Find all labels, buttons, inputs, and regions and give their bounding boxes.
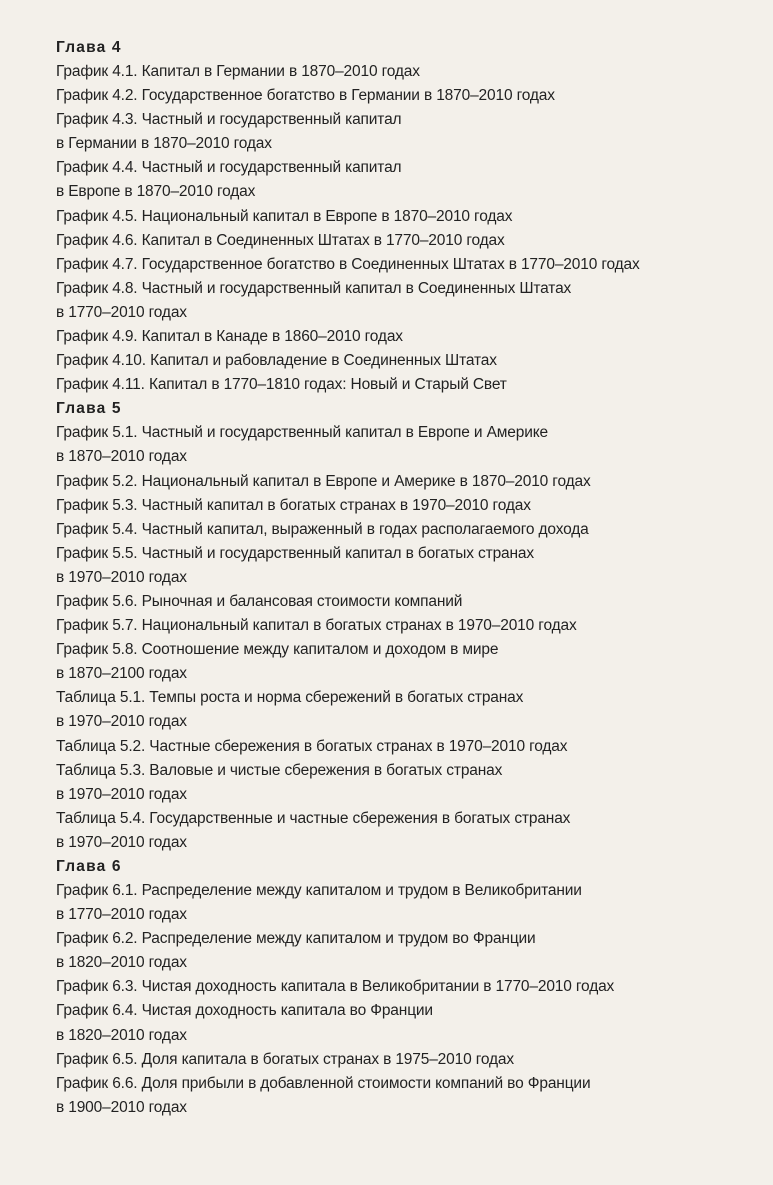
chapter-section	[56, 397, 756, 855]
figure-list-line: График 5.1. Частный и государственный капитал в Европе и Америке	[56, 424, 549, 442]
figure-list-line: График 5.5. Частный и государственный капитал в богатых странах	[56, 544, 534, 562]
figure-list-line: График 4.3. Частный и государственный капитал	[56, 111, 402, 129]
figure-list-line: График 6.1. Распределение между капиталом и трудом в Великобритании	[56, 882, 582, 899]
figure-list-line: График 4.2. Государственное богатство в Германии в 1870–2010 годах	[56, 87, 555, 105]
figure-list-line: в 1970–2010 годах	[56, 833, 187, 851]
chapter-heading: Глава 5	[56, 400, 122, 418]
figure-list-line: График 4.1. Капитал в Германии в 1870–2010 годах	[56, 63, 420, 80]
figure-list-line: График 5.8. Соотношение между капиталом и доходом в мире	[56, 641, 499, 659]
figure-list-line: Таблица 5.2. Частные сбережения в богатых странах в 1970–2010 годах	[56, 737, 568, 755]
figure-list-line: График 4.10. Капитал и рабовладение в Соединенных Штатах	[56, 352, 497, 370]
figure-list-line: График 5.6. Рыночная и балансовая стоимости компаний	[56, 592, 463, 610]
figure-list-line: График 4.6. Капитал в Соединенных Штатах в 1770–2010 годах	[56, 231, 505, 249]
figure-list-line: Таблица 5.3. Валовые и чистые сбережения в богатых странах	[56, 761, 503, 779]
figure-list-line: График 6.6. Доля прибыли в добавленной стоимости компаний во Франции	[56, 1074, 591, 1092]
figure-list-line: График 4.8. Частный и государственный капитал в Соединенных Штатах	[56, 279, 572, 297]
chapter-heading: Глава 6	[56, 858, 122, 875]
figure-list-line: Таблица 5.1. Темпы роста и норма сбережений в богатых странах	[56, 689, 524, 707]
figure-list-line: в Европе в 1870–2010 годах	[56, 183, 256, 201]
figure-list-line: в 1820–2010 годах	[56, 954, 187, 972]
figure-list-line: График 6.4. Чистая доходность капитала во Франции	[56, 1002, 433, 1020]
chapter-heading: Глава 4	[56, 39, 122, 56]
figure-list-line: График 6.5. Доля капитала в богатых странах в 1975–2010 годах	[56, 1050, 514, 1068]
figure-list-line: в 1770–2010 годах	[56, 906, 187, 924]
chapter-section	[56, 855, 756, 1120]
figure-list-line: в 1900–2010 годах	[56, 1098, 187, 1116]
figure-list-line: График 5.3. Частный капитал в богатых странах в 1970–2010 годах	[56, 496, 531, 514]
figure-list-line: График 4.7. Государственное богатство в Соединенных Штатах в 1770–2010 годах	[56, 255, 640, 273]
figure-list-line: Таблица 5.4. Государственные и частные сбережения в богатых странах	[56, 809, 571, 827]
figure-list-line: График 4.5. Национальный капитал в Европе в 1870–2010 годах	[56, 207, 513, 225]
figure-list-line: График 5.4. Частный капитал, выраженный в годах располагаемого дохода	[56, 520, 589, 538]
figure-list-line: в Германии в 1870–2010 годах	[56, 135, 272, 153]
figure-list	[56, 36, 756, 1120]
figure-list-line: в 1820–2010 годах	[56, 1026, 187, 1044]
figure-list-line: в 1870–2010 годах	[56, 448, 187, 466]
figure-list-line: в 1970–2010 годах	[56, 713, 187, 731]
figure-list-line: в 1970–2010 годах	[56, 785, 187, 803]
figure-list-line: График 4.4. Частный и государственный капитал	[56, 159, 402, 177]
figure-list-line: График 4.9. Капитал в Канаде в 1860–2010 годах	[56, 328, 403, 346]
figure-list-line: График 6.3. Чистая доходность капитала в Великобритании в 1770–2010 годах	[56, 978, 615, 996]
figure-list-line: График 6.2. Распределение между капиталом и трудом во Франции	[56, 930, 536, 948]
chapter-section	[56, 36, 756, 397]
figure-list-line: График 5.7. Национальный капитал в богатых странах в 1970–2010 годах	[56, 617, 577, 635]
figure-list-line: в 1970–2010 годах	[56, 568, 187, 586]
figure-list-line: в 1770–2010 годах	[56, 303, 187, 321]
figure-list-line: в 1870–2100 годах	[56, 665, 187, 683]
figure-list-line: График 5.2. Национальный капитал в Европе и Америке в 1870–2010 годах	[56, 472, 591, 490]
figure-list-line: График 4.11. Капитал в 1770–1810 годах: Новый и Старый Свет	[56, 376, 507, 394]
